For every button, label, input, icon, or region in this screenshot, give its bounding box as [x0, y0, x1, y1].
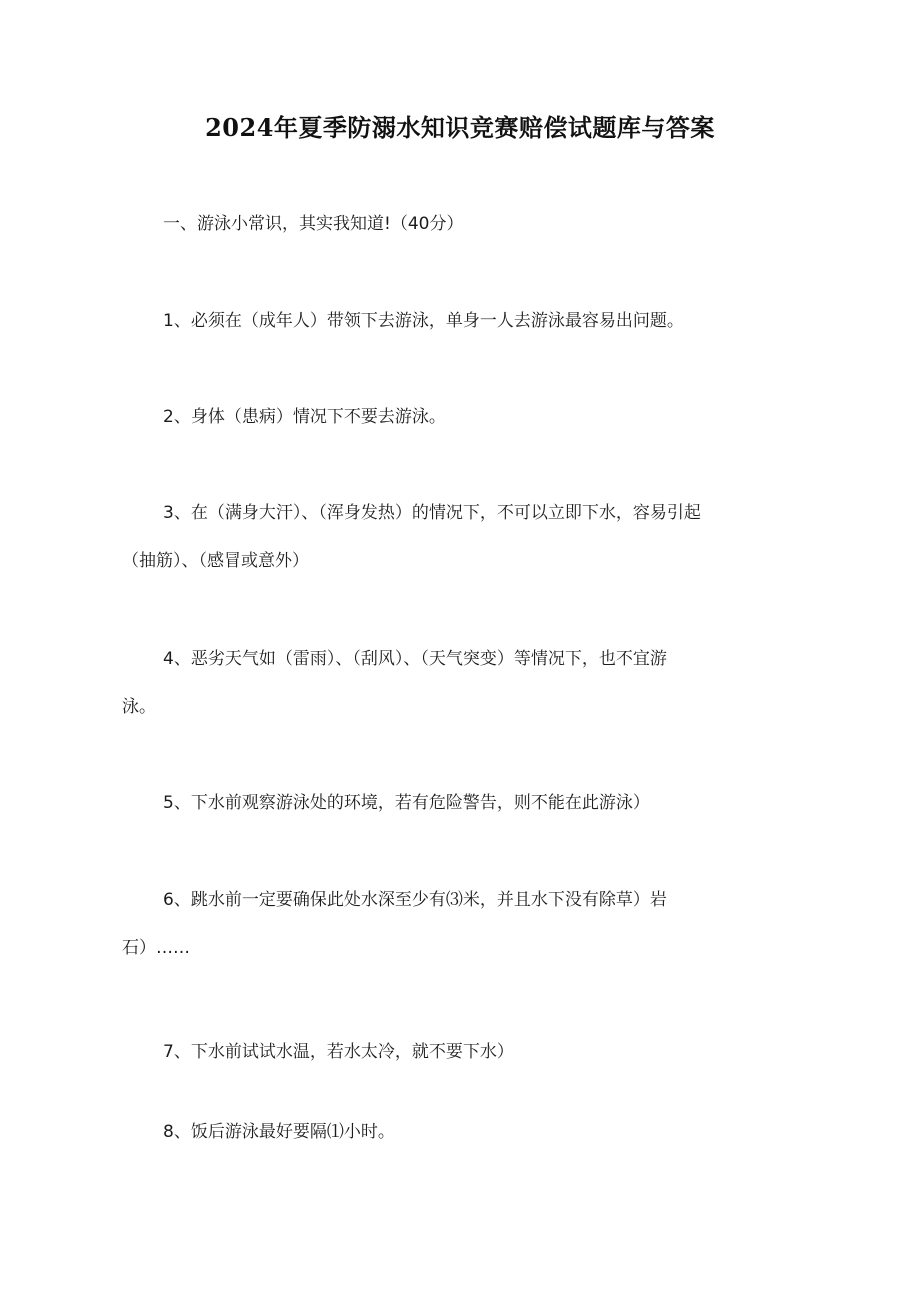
- question-item-6-line-1: 6、跳水前一定要确保此处水深至少有⑶米，并且水下没有除草）岩: [163, 890, 667, 910]
- question-item-4-line-2: 泳。: [122, 697, 156, 717]
- question-item-1: 1、必须在（成年人）带领下去游泳，单身一人去游泳最容易出问题。: [163, 311, 684, 331]
- question-item-3-line-2: （抽筋）、（感冒或意外）: [122, 551, 309, 571]
- question-item-7: 7、下水前试试水温，若水太冷，就不要下水）: [163, 1042, 514, 1062]
- question-item-8: 8、饭后游泳最好要隔⑴小时。: [163, 1122, 395, 1142]
- section-heading: 一、游泳小常识，其实我知道!（40分）: [163, 214, 464, 234]
- question-item-5: 5、下水前观察游泳处的环境，若有危险警告，则不能在此游泳）: [163, 793, 650, 813]
- question-item-3-line-1: 3、在（满身大汗）、（浑身发热）的情况下，不可以立即下水，容易引起: [163, 503, 701, 523]
- question-item-6-line-2: 石）……: [122, 938, 190, 958]
- document-title: 2024年夏季防溺水知识竞赛赔偿试题库与答案: [205, 113, 715, 142]
- question-item-4-line-1: 4、恶劣天气如（雷雨）、（刮风）、（天气突变）等情况下，也不宜游: [163, 649, 667, 669]
- question-item-2: 2、身体（患病）情况下不要去游泳。: [163, 407, 446, 427]
